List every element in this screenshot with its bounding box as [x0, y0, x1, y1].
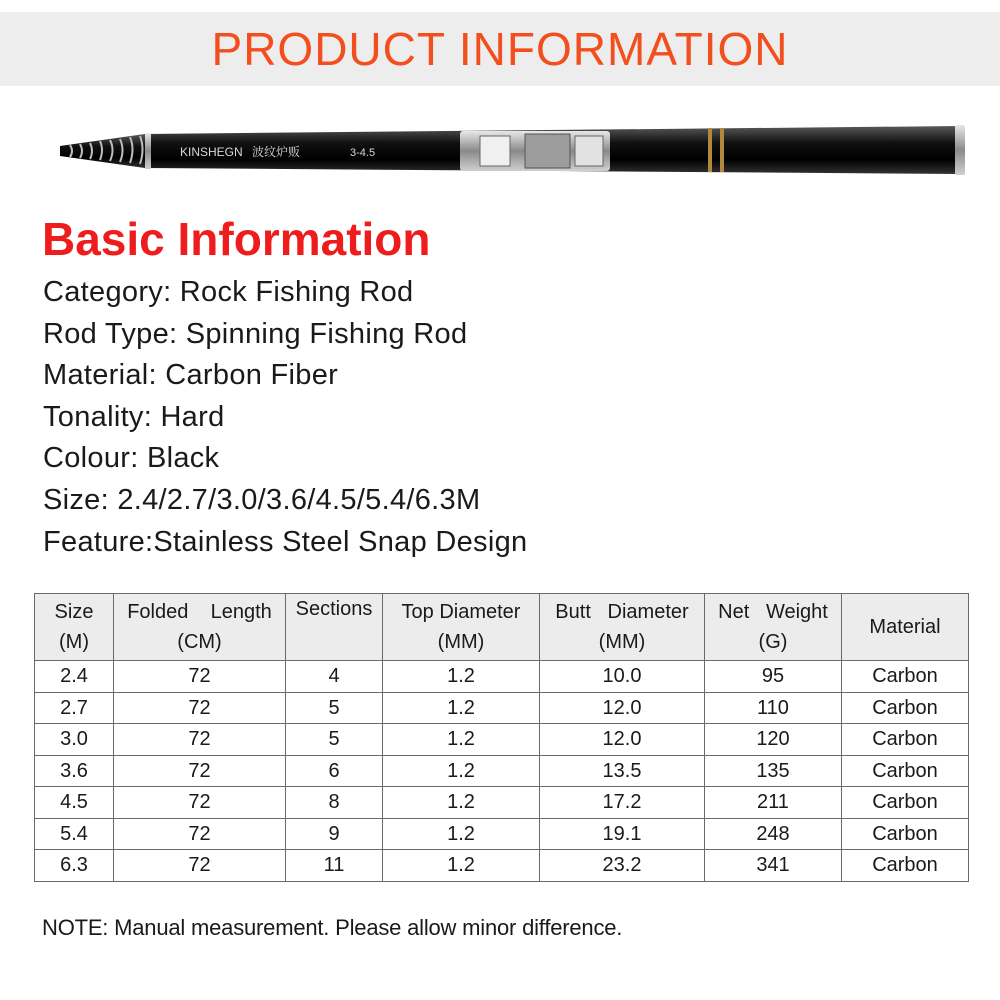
- cell-net-weight: 211: [705, 787, 842, 819]
- cell-top-diameter: 1.2: [383, 850, 540, 882]
- cell-top-diameter: 1.2: [383, 755, 540, 787]
- cell-top-diameter: 1.2: [383, 692, 540, 724]
- cell-butt-diameter: 19.1: [540, 818, 705, 850]
- spec-table: [34, 593, 969, 882]
- cell-size: 3.0: [35, 724, 114, 756]
- cell-size: 4.5: [35, 787, 114, 819]
- table-row: [35, 787, 969, 819]
- cell-butt-diameter: 10.0: [540, 661, 705, 693]
- cell-sections: 5: [286, 724, 383, 756]
- info-size: Size: 2.4/2.7/3.0/3.6/4.5/5.4/6.3M: [43, 483, 481, 516]
- cell-butt-diameter: 17.2: [540, 787, 705, 819]
- cell-top-diameter: 1.2: [383, 787, 540, 819]
- cell-folded-length: 72: [114, 850, 286, 882]
- header-top-diameter-line1: Top Diameter: [401, 601, 521, 623]
- cell-sections: 6: [286, 755, 383, 787]
- cell-butt-diameter: 12.0: [540, 724, 705, 756]
- cell-material: Carbon: [842, 787, 969, 819]
- header-sections: [286, 594, 383, 661]
- rod-brand-text: KINSHEGN: [180, 145, 243, 159]
- header-size-line2: (M): [59, 631, 89, 653]
- basic-information-heading: Basic Information: [42, 213, 431, 265]
- cell-size: 2.4: [35, 661, 114, 693]
- cell-top-diameter: 1.2: [383, 818, 540, 850]
- page-title: PRODUCT INFORMATION: [211, 23, 789, 75]
- cell-folded-length: 72: [114, 787, 286, 819]
- cell-material: Carbon: [842, 724, 969, 756]
- header-bar: [0, 12, 1000, 86]
- header-folded-length: [114, 594, 286, 661]
- cell-material: Carbon: [842, 755, 969, 787]
- table-row: [35, 724, 969, 756]
- header-folded-length-line1: Folded Length: [127, 601, 272, 623]
- header-material: [842, 594, 969, 661]
- cell-net-weight: 120: [705, 724, 842, 756]
- rod-cjk-text: 波纹炉贩: [252, 145, 301, 159]
- header-size-line1: Size: [54, 601, 94, 623]
- info-tonality: Tonality: Hard: [43, 400, 225, 433]
- info-rod-type: Rod Type: Spinning Fishing Rod: [43, 317, 468, 350]
- info-colour: Colour: Black: [43, 442, 220, 475]
- cell-folded-length: 72: [114, 818, 286, 850]
- header-size: [35, 594, 114, 661]
- header-sections-line1: Sections: [295, 598, 373, 620]
- cell-top-diameter: 1.2: [383, 661, 540, 693]
- info-material: Material: Carbon Fiber: [43, 359, 339, 392]
- cell-net-weight: 248: [705, 818, 842, 850]
- header-butt-diameter-line2: (MM): [598, 631, 646, 653]
- cell-net-weight: 135: [705, 755, 842, 787]
- cell-size: 5.4: [35, 818, 114, 850]
- header-net-weight-line1: Net Weight: [718, 601, 828, 623]
- header-butt-diameter-line1: Butt Diameter: [555, 601, 689, 623]
- cell-net-weight: 95: [705, 661, 842, 693]
- header-net-weight-line2: (G): [758, 631, 788, 653]
- table-row: [35, 661, 969, 693]
- table-header-row: [35, 594, 969, 661]
- cell-size: 2.7: [35, 692, 114, 724]
- table-row: [35, 692, 969, 724]
- cell-folded-length: 72: [114, 724, 286, 756]
- cell-folded-length: 72: [114, 692, 286, 724]
- cell-butt-diameter: 23.2: [540, 850, 705, 882]
- cell-sections: 11: [286, 850, 383, 882]
- cell-material: Carbon: [842, 850, 969, 882]
- cell-sections: 4: [286, 661, 383, 693]
- basic-information-list: [43, 272, 527, 563]
- cell-size: 6.3: [35, 850, 114, 882]
- info-feature: Feature:Stainless Steel Snap Design: [43, 525, 528, 558]
- cell-net-weight: 110: [705, 692, 842, 724]
- cell-butt-diameter: 13.5: [540, 755, 705, 787]
- table-row: [35, 850, 969, 882]
- table-row: [35, 755, 969, 787]
- header-butt-diameter: [540, 594, 705, 661]
- header-net-weight: [705, 594, 842, 661]
- cell-material: Carbon: [842, 661, 969, 693]
- header-top-diameter-line2: (MM): [437, 631, 485, 653]
- rod-size-text: 3-4.5: [350, 147, 376, 159]
- header-folded-length-line2: (CM): [177, 631, 222, 653]
- header-material-line1: Material: [869, 616, 941, 638]
- cell-folded-length: 72: [114, 661, 286, 693]
- cell-sections: 8: [286, 787, 383, 819]
- cell-folded-length: 72: [114, 755, 286, 787]
- cell-material: Carbon: [842, 692, 969, 724]
- cell-size: 3.6: [35, 755, 114, 787]
- cell-material: Carbon: [842, 818, 969, 850]
- table-row: [35, 818, 969, 850]
- fishing-rod-image: [60, 112, 970, 202]
- cell-butt-diameter: 12.0: [540, 692, 705, 724]
- info-category: Category: Rock Fishing Rod: [43, 276, 414, 308]
- cell-top-diameter: 1.2: [383, 724, 540, 756]
- cell-sections: 9: [286, 818, 383, 850]
- header-top-diameter: [383, 594, 540, 661]
- measurement-note: NOTE: Manual measurement. Please allow minor difference.: [42, 915, 623, 940]
- cell-sections: 5: [286, 692, 383, 724]
- cell-net-weight: 341: [705, 850, 842, 882]
